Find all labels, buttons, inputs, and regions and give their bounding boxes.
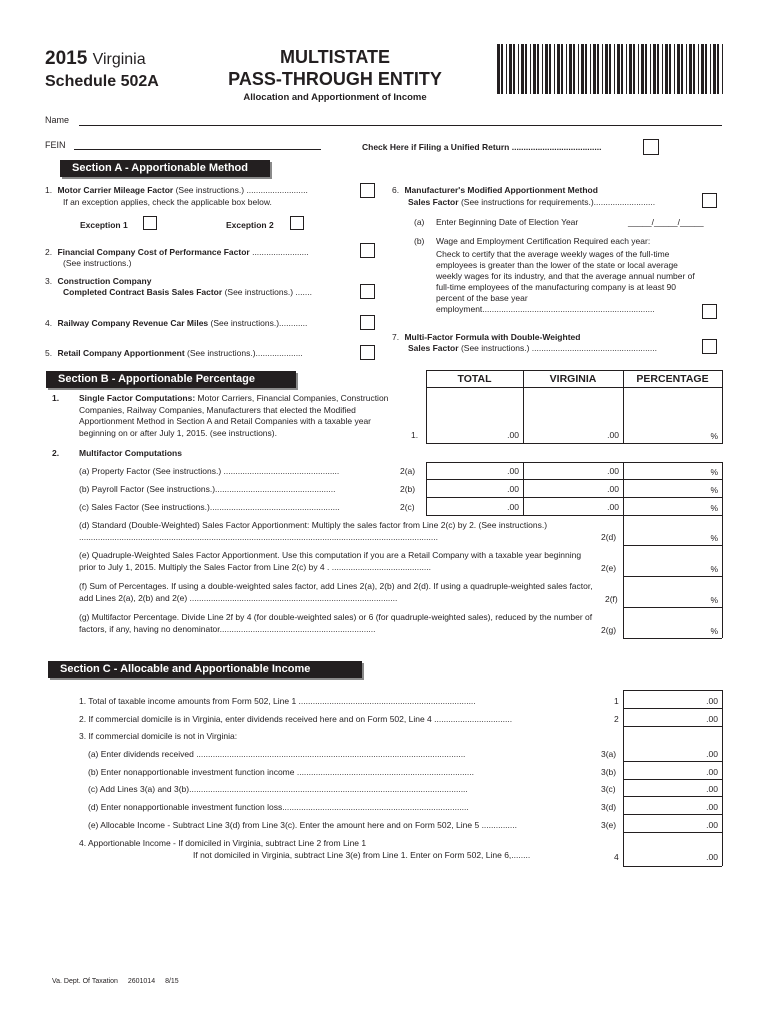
a-item3-line1 [45,276,151,287]
b-2d-pct[interactable]: % [710,533,718,543]
b-2g-text: (g) Multifactor Percentage. Divide Line 2f by 4 (for double-weighted sales) or 6 (for quadruple-weighted sales), reduced by the number of factors, if any, having no denominator.................................................................. [79,612,593,634]
a-item6b-body: Check to certify that the average weekly wages of the full-time employees is greater than the lower of the state or local average weekly wages for its industry, and that the average annual number of full-time employees of the manufacturing company is at least 90 percent of the base year employment......................................................................... [436,249,695,314]
a-item4-checkbox[interactable] [360,315,375,330]
a-item1-num: 1. [45,185,53,195]
col-body-divider-4 [722,388,723,444]
b-2f-pct[interactable]: % [710,595,718,605]
a-item4-label: Railway Company Revenue Car Miles [57,318,209,328]
a-item6-note: (See instructions for requirements.).......................... [460,197,656,207]
b-row1-rule [426,443,722,444]
c-l4-rule [623,866,722,867]
col-divider-4 [722,370,723,388]
barcode-icon [495,44,727,94]
unified-return-label: Check Here if Filing a Unified Return ...................................... [362,142,602,152]
c-l3a-line: 3(a) [601,749,617,759]
a-item6b-checkbox[interactable] [702,304,717,319]
c-l3e-rule [623,832,722,833]
a-item6-label1: Manufacturer's Modified Apportionment Method [404,185,598,195]
a-item5-note: (See instructions.).................... [187,348,303,358]
b-2g-line: 2(g) [601,625,617,635]
a-item1-note: (See instructions.) .......................... [175,185,308,195]
b-2a-virginia[interactable]: .00 [607,466,619,476]
a-item7-note: (See instructions.) ..................................................... [460,343,657,353]
unified-return-checkbox[interactable] [643,139,659,155]
footer-code: 2601014 [127,978,156,985]
footer-dept: Va. Dept. Of Taxation [52,978,118,985]
col-header-top-rule [426,370,722,371]
b-2e-text: (e) Quadruple-Weighted Sales Factor Apportionment. Use this computation if you are a Retail Company with a taxable year beginning prior to July 1, 2015. Multiply the Sales Factor from Line 2(c) by 4 . .......................................... [79,550,582,572]
a-item6a-date-field[interactable]: _____/_____/_____ [628,217,704,227]
a-item6-label2: Sales Factor [408,197,459,207]
b-2a-pct[interactable]: % [710,467,718,477]
b-grid-h2 [426,497,722,498]
c-l3e-amount[interactable]: .00 [706,820,718,830]
a-item2-label: Financial Company Cost of Performance Factor [57,247,250,257]
schedule-title: Schedule 502A [45,73,159,90]
a-item7-checkbox[interactable] [702,339,717,354]
c-l4-text1: 4. Apportionable Income - If domiciled in Virginia, subtract Line 2 from Line 1 [79,838,367,848]
c-l3c-amount[interactable]: .00 [706,784,718,794]
b-2e-pct[interactable]: % [710,564,718,574]
title-line2: PASS-THROUGH ENTITY [228,69,442,89]
b-item2-title: Multifactor Computations [79,448,182,458]
c-l3b-amount[interactable]: .00 [706,767,718,777]
a-item7-line1 [392,332,580,343]
a-item5-num: 5. [45,348,53,358]
b-2g-rule [623,638,722,639]
a-item6-line2 [408,197,655,208]
exception1-checkbox[interactable] [143,216,157,230]
b-item1-line: 1. [411,430,419,440]
c-l3d-line: 3(d) [601,802,617,812]
b-2b-text: (b) Payroll Factor (See instructions.)................................................... [79,484,336,494]
col-header-bottom-rule [426,387,722,388]
a-item1-checkbox[interactable] [360,183,375,198]
state: Virginia [92,51,146,68]
a-item1-sub: If an exception applies, check the applicable box below. [63,197,272,207]
c-l3c-line: 3(c) [601,784,616,794]
c-l4-text2: If not domiciled in Virginia, subtract Line 3(e) from Line 1. Enter on Form 502, Line 6,........ [193,850,531,860]
a-item5-checkbox[interactable] [360,345,375,360]
b-2f-rule [623,607,722,608]
a-item4-num: 4. [45,318,53,328]
b-2d-rule [623,545,722,546]
b-2f-text: (f) Sum of Percentages. If using a double-weighted sales factor, add Lines 2(a), 2(b) and 2(d). If using a quadruple-weighted sales factor, add Lines 2(a), 2(b) and 2(e) ........................................................................................ [79,581,593,603]
exception2-label: Exception 2 [226,220,274,230]
b-row1-total[interactable]: .00 [507,430,519,440]
b-row1-virginia[interactable]: .00 [607,430,619,440]
a-item1-label: Motor Carrier Mileage Factor [57,185,174,195]
a-item2-checkbox[interactable] [360,243,375,258]
col-virginia: VIRGINIA [549,373,597,385]
c-l1-text: 1. Total of taxable income amounts from Form 502, Line 1 ........................................................................... [79,696,476,706]
c-l1-rule [623,708,722,709]
name-label: Name [45,115,70,125]
form-year-title [45,48,146,71]
c-l2-rule [623,726,722,727]
b-row1-pct[interactable]: % [710,431,718,441]
title-line1: MULTISTATE [280,47,390,67]
a-item7-label2: Sales Factor [408,343,459,353]
b-2a-text: (a) Property Factor (See instructions.) ................................................. [79,466,340,476]
section-a-header: Section A - Apportionable Method [60,160,270,177]
exception2-checkbox[interactable] [290,216,304,230]
c-l1-amount[interactable]: .00 [706,696,718,706]
b-grid-h3 [426,515,722,516]
b-2a-line: 2(a) [400,466,416,476]
a-item2-dots: ........................ [252,247,309,257]
fein-label: FEIN [45,140,66,150]
a-item3-label1: Construction Company [57,276,152,286]
b-2c-pct[interactable]: % [710,503,718,513]
c-l3b-text: (b) Enter nonapportionable investment function income ........................................................................... [88,767,474,777]
a-item6-line1 [392,185,598,196]
c-l3a-rule [623,761,722,762]
fein-input[interactable] [74,149,321,150]
b-pct-col-left [623,515,624,638]
b-item2-num: 2. [52,448,60,458]
a-item7-label1: Multi-Factor Formula with Double-Weighted [404,332,581,342]
b-2d-line: 2(d) [601,532,617,542]
year: 2015 [45,48,88,69]
c-col-top [623,690,722,691]
c-l1-line: 1 [614,696,619,706]
b-item1-body: Motor Carriers, Financial Companies, Construction Companies, Railway Companies, Manufacturers that elected the Modified Apportionment Method in Section A and Retail Companies with a taxable year beginning on or after July 1, 2015. (see instructions). [79,393,389,438]
b-2b-virginia[interactable]: .00 [607,484,619,494]
a-item2-num: 2. [45,247,53,257]
a-item6b-text: Wage and Employment Certification Required each year: [436,236,651,246]
c-l3c-text: (c) Add Lines 3(a) and 3(b)...................................................................................................................... [88,784,468,794]
c-l3b-rule [623,779,722,780]
b-2b-total[interactable]: .00 [507,484,519,494]
c-l4-line: 4 [614,852,619,862]
b-item1-num: 1. [52,393,60,403]
c-l3d-text: (d) Enter nonapportionable investment function loss............................................................................... [88,802,469,812]
exception1-label: Exception 1 [80,220,128,230]
footer [52,978,179,985]
b-grid-v4 [722,462,723,638]
a-item4 [45,318,307,329]
a-item7-num: 7. [392,332,400,342]
a-item6-checkbox[interactable] [702,193,717,208]
c-l4-amount[interactable]: .00 [706,852,718,862]
b-grid-h0 [426,462,722,463]
c-l3e-line: 3(e) [601,820,617,830]
a-item3-checkbox[interactable] [360,284,375,299]
c-l2-amount[interactable]: .00 [706,714,718,724]
a-item3-note: (See instructions.) ....... [224,287,312,297]
c-l2-text: 2. If commercial domicile is in Virginia, enter dividends received here and on Form 502, Line 4 ................................. [79,714,513,724]
b-2a-total[interactable]: .00 [507,466,519,476]
footer-date: 8/15 [165,978,179,985]
b-2e-line: 2(e) [601,563,617,573]
a-item3-line2 [63,287,312,298]
col-percentage: PERCENTAGE [636,373,709,385]
a-item6a-label: (a) [414,217,425,227]
b-2d-text: (d) Standard (Double-Weighted) Sales Factor Apportionment: Multiply the sales factor from Line 2(c) by 2. (See instructions.) ........................................................................................................................................................ [79,520,548,542]
b-grid-h1 [426,479,722,480]
col-total: TOTAL [457,373,492,385]
a-item3-label2: Completed Contract Basis Sales Factor [63,287,223,297]
section-c-header: Section C - Allocable and Apportionable Income [48,661,362,678]
a-item6b-label: (b) [414,236,425,246]
a-item6a-text: Enter Beginning Date of Election Year [436,217,579,227]
b-item1-bold: Single Factor Computations: [79,393,196,403]
c-l3-text: 3. If commercial domicile is not in Virginia: [79,731,238,741]
b-2c-line: 2(c) [400,502,415,512]
name-input[interactable] [79,125,722,126]
a-item6-num: 6. [392,185,400,195]
c-l3e-text: (e) Allocable Income - Subtract Line 3(d) from Line 3(c). Enter the amount here and on Form 502, Line 5 ............... [88,820,517,830]
b-2c-text: (c) Sales Factor (See instructions.)....................................................... [79,502,340,512]
b-2c-total[interactable]: .00 [507,502,519,512]
a-item3-num: 3. [45,276,53,286]
c-col-right [722,690,723,866]
c-l3c-rule [623,796,722,797]
b-2f-line: 2(f) [605,594,618,604]
b-2b-pct[interactable]: % [710,485,718,495]
c-l3a-amount[interactable]: .00 [706,749,718,759]
a-item5 [45,348,303,359]
b-item1-text [79,393,399,439]
section-b-header: Section B - Apportionable Percentage [46,371,296,388]
c-l3d-amount[interactable]: .00 [706,802,718,812]
a-item2-sub: (See instructions.) [63,258,132,268]
a-item1 [45,185,308,196]
c-l3a-text: (a) Enter dividends received .................................................................................................................. [88,749,466,759]
b-2c-virginia[interactable]: .00 [607,502,619,512]
a-item4-note: (See instructions.)............ [210,318,308,328]
a-item7-line2 [408,343,657,354]
b-2b-line: 2(b) [400,484,416,494]
a-item2 [45,247,309,258]
c-l2-line: 2 [614,714,619,724]
subtitle: Allocation and Apportionment of Income [243,92,427,103]
b-2e-rule [623,576,722,577]
c-l3b-line: 3(b) [601,767,617,777]
a-item5-label: Retail Company Apportionment [57,348,185,358]
b-2g-pct[interactable]: % [710,626,718,636]
c-l3d-rule [623,814,722,815]
